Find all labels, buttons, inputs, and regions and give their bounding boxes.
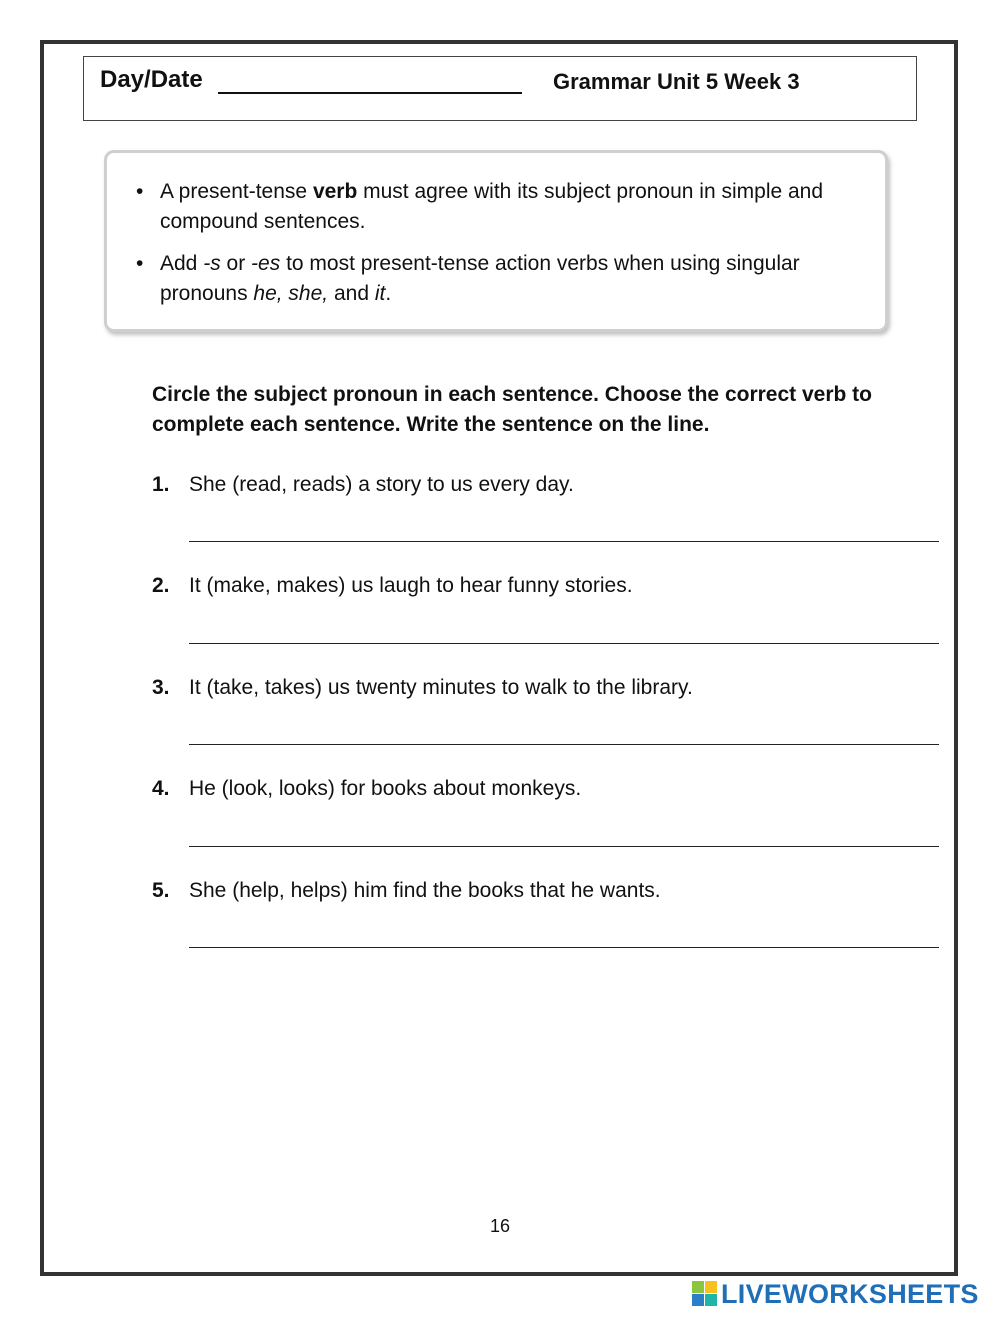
rule-keyword: verb xyxy=(312,180,358,203)
answer-line-5[interactable] xyxy=(189,947,939,948)
question-number: 2. xyxy=(152,574,170,597)
bullet: • xyxy=(136,180,144,203)
question-number: 1. xyxy=(152,473,170,496)
page-number: 16 xyxy=(489,1216,511,1236)
logo-square xyxy=(705,1294,717,1306)
question-sentence[interactable]: She (read, reads) a story to us every day. xyxy=(189,473,574,496)
answer-line-4[interactable] xyxy=(189,846,939,847)
question-number: 4. xyxy=(152,777,170,800)
rule-text-part: A present-tense xyxy=(160,180,313,203)
day-date-label: Day/Date xyxy=(100,66,203,93)
rule-text-part: to most present-tense action verbs when using singular pronouns xyxy=(160,252,800,305)
day-date-answer-line[interactable] xyxy=(218,92,522,94)
question-sentence[interactable]: He (look, looks) for books about monkeys. xyxy=(189,777,582,800)
answer-line-1[interactable] xyxy=(189,541,939,542)
unit-title: Grammar Unit 5 Week 3 xyxy=(553,69,800,94)
bullet: • xyxy=(136,252,144,275)
question-sentence[interactable]: She (help, helps) him find the books that he wants. xyxy=(189,879,661,902)
logo-square xyxy=(692,1294,704,1306)
rule-suffix: -s xyxy=(203,252,221,275)
question-number: 5. xyxy=(152,879,170,902)
rule-text xyxy=(160,177,860,237)
rule-text-part: and xyxy=(328,282,375,305)
rule-text xyxy=(160,249,860,309)
rule-text-part: must agree with its subject pronoun in simple and compound sentences. xyxy=(160,180,824,233)
rule-text-part: or xyxy=(220,252,252,275)
question-sentence[interactable]: It (make, makes) us laugh to hear funny stories. xyxy=(189,574,633,597)
rule-pronoun: it xyxy=(374,282,386,305)
rule-text-part: Add xyxy=(160,252,204,275)
liveworksheets-logo-icon xyxy=(692,1281,718,1307)
liveworksheets-brand[interactable] xyxy=(692,1280,979,1308)
logo-square xyxy=(692,1281,704,1293)
rule-suffix: -es xyxy=(251,252,281,275)
rule-pronouns: he, she, xyxy=(253,282,329,305)
answer-line-2[interactable] xyxy=(189,643,939,644)
instructions: Circle the subject pronoun in each sentence. Choose the correct verb to complete each sentence. Write the sentence on the line. xyxy=(152,383,872,436)
rule-text-part: . xyxy=(385,282,392,305)
answer-line-3[interactable] xyxy=(189,744,939,745)
liveworksheets-wordmark: LIVEWORKSHEETS xyxy=(721,1278,979,1309)
question-number: 3. xyxy=(152,676,170,699)
question-sentence[interactable]: It (take, takes) us twenty minutes to walk to the library. xyxy=(189,676,693,699)
logo-square xyxy=(705,1281,717,1293)
